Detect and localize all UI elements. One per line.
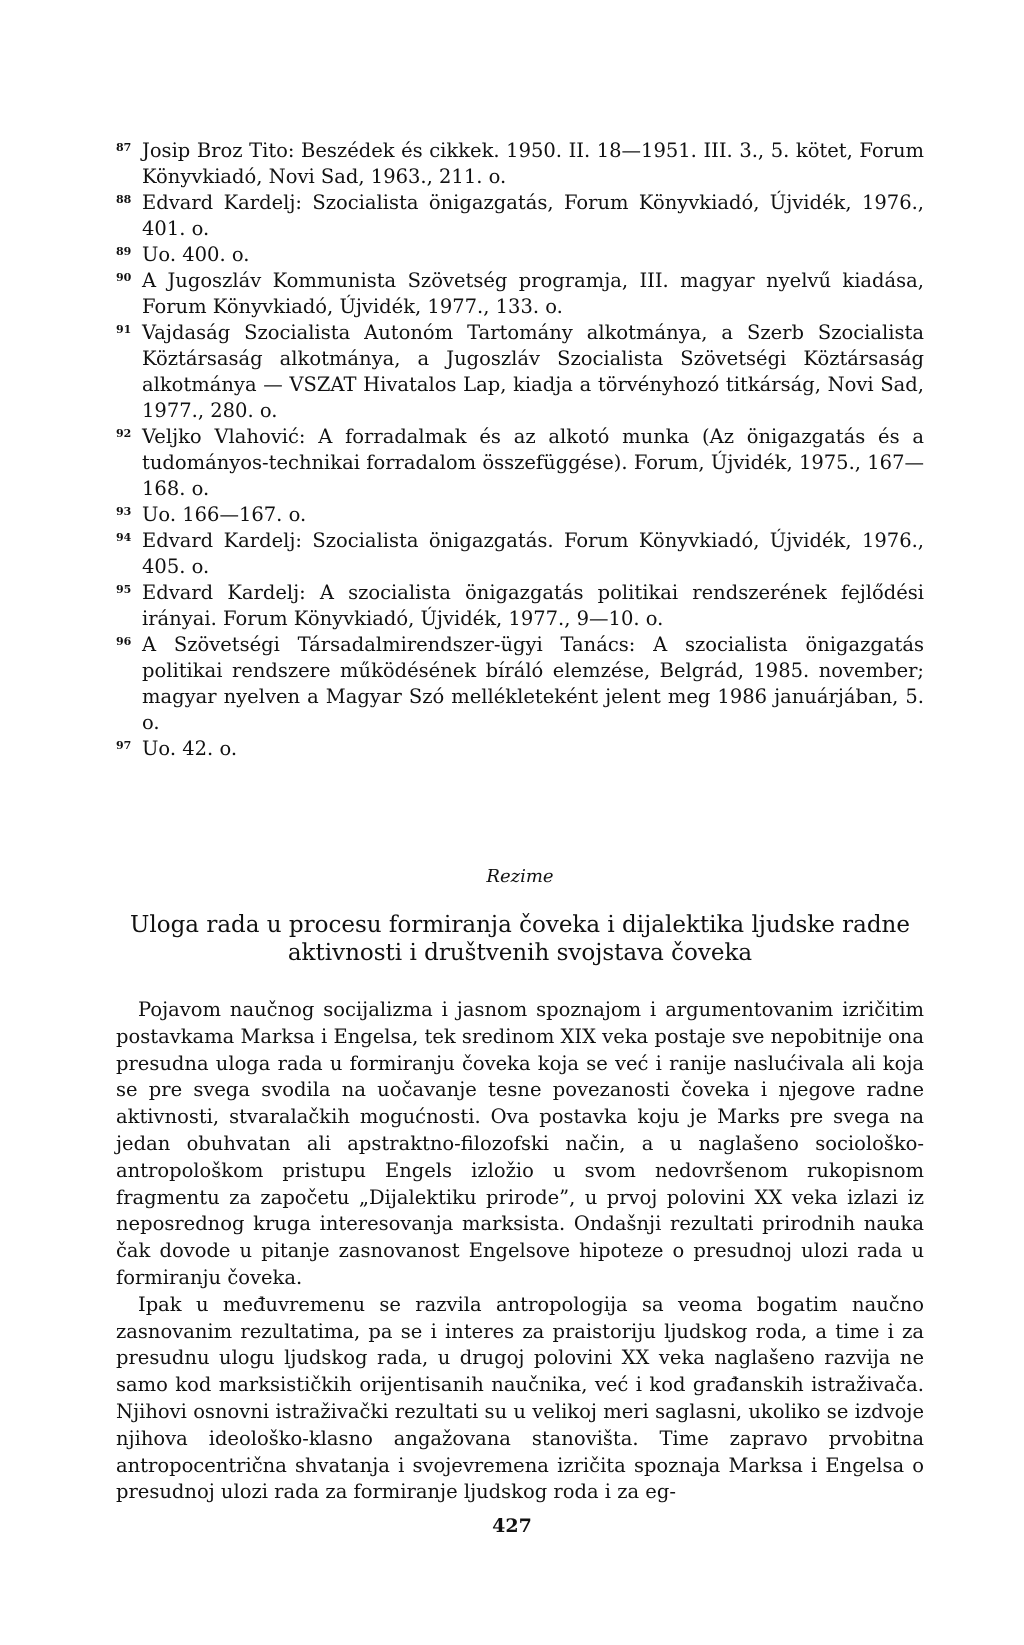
footnote-text: Veljko Vlahović: A forradalmak és az alkotó munka (Az önigazgatás és a tudományos-technikai forradalom összefüggése). Forum, Újvidék, 1975., 167—168. o. xyxy=(142,425,924,500)
body-paragraph: Pojavom naučnog socijalizma i jasnom spoznajom i argumentovanim izričitim postavkama Marksa i Engelsa, tek sredinom XIX veka postaje sve nepobitnije ona presudna uloga rada u formiranju čoveka koja se već i ranije naslućivala ali koja se pre svega svodila na uočavanje tesne povezanosti čoveka i njegove radne aktivnosti, stvaralačkih mogućnosti. Ova postavka koju je Marks pre svega na jedan obuhvatan ali apstraktno-filozofski način, a u naglašeno sociološko-antropološkom pristupu Engels izložio u svom nedovršenom rukopisnom fragmentu za započetu „Dijalektiku prirode”, u prvoj polovini XX veka izlazi iz neposrednog kruga interesovanja marksista. Ondašnji rezultati prirodnih nauka čak dovode u pitanje zasnovanost Engelsove hipoteze o presudnoj ulozi rada u formiranju čoveka. xyxy=(116,998,924,1289)
footnote-text: Josip Broz Tito: Beszédek és cikkek. 1950. II. 18—1951. III. 3., 5. kötet, Forum Könyvkiadó, Novi Sad, 1963., 211. o. xyxy=(142,139,924,188)
footnote-text: Uo. 400. o. xyxy=(142,243,250,266)
footnote-text: Edvard Kardelj: A szocialista önigazgatás politikai rendszerének fejlődési irányai. Forum Könyvkiadó, Újvidék, 1977., 9—10. o. xyxy=(142,581,924,630)
footnote xyxy=(116,190,924,242)
footnote-text: Vajdaság Szocialista Autonóm Tartomány alkotmánya, a Szerb Szocialista Köztársaság alkotmánya, a Jugoszláv Szocialista Szövetségi Köztársaság alkotmánya — VSZAT Hivatalos Lap, kiadja a törvényhozó titkárság, Novi Sad, 1977., 280. o. xyxy=(142,321,924,422)
footnote-number: 88 xyxy=(116,193,132,206)
body-paragraph: Ipak u međuvremenu se razvila antropologija sa veoma bogatim naučno zasnovanim rezultatima, pa se i interes za praistoriju ljudskog roda, a time i za presudnu ulogu ljudskog rada, u drugoj polovini XX veka naglašeno razvija ne samo kod marksističkih orijentisanih naučnika, već i kod građanskih istraživača. Njihovi osnovni istraživački rezultati su u velikoj meri saglasni, ukoliko se izdvoje njihova ideološko-klasno angažovana stanovišta. Time zapravo prvobitna antropocentrična shvatanja i svojevremena izričita spoznaja Marksa i Engelsa o presudnoj ulozi rada za formiranje ljudskog roda i za eg- xyxy=(116,1292,924,1504)
footnote-text: Edvard Kardelj: Szocialista önigazgatás, Forum Könyvkiadó, Újvidék, 1976., 401. o. xyxy=(142,191,924,240)
footnote-number: 92 xyxy=(116,427,132,440)
footnote-number: 91 xyxy=(116,323,132,336)
footnote-text: Uo. 42. o. xyxy=(142,737,238,760)
footnote xyxy=(116,320,924,424)
footnote-number: 94 xyxy=(116,531,132,544)
section-title: Uloga rada u procesu formiranja čoveka i dijalektika ljudske radne aktivnosti i društvenih svojstava čoveka xyxy=(130,912,910,966)
footnote xyxy=(116,242,924,268)
footnote xyxy=(116,502,924,528)
footnote-text: A Szövetségi Társadalmirendszer-ügyi Tanács: A szocialista önigazgatás politikai rendszere működésének bíráló elemzése, Belgrád, 1985. november; magyar nyelven a Magyar Szó mellékleteként jelent meg 1986 januárjában, 5. o. xyxy=(142,633,924,734)
footnote-number: 87 xyxy=(116,141,132,154)
footnote-number: 95 xyxy=(116,583,132,596)
footnote-number: 93 xyxy=(116,505,132,518)
footnote xyxy=(116,736,924,762)
footnote xyxy=(116,268,924,320)
footnote xyxy=(116,632,924,736)
footnote-number: 97 xyxy=(116,739,132,752)
footnote-number: 90 xyxy=(116,271,132,284)
footnote xyxy=(116,424,924,502)
footnote-text: Edvard Kardelj: Szocialista önigazgatás. Forum Könyvkiadó, Újvidék, 1976., 405. o. xyxy=(142,529,924,578)
footnote-text: Uo. 166—167. o. xyxy=(142,503,307,526)
footnote-number: 96 xyxy=(116,635,132,648)
footnote xyxy=(116,580,924,632)
footnotes-list xyxy=(116,138,924,762)
section-label: Rezime xyxy=(486,866,554,887)
footnote-number: 89 xyxy=(116,245,132,258)
footnote xyxy=(116,528,924,580)
footnote-text: A Jugoszláv Kommunista Szövetség programja, III. magyar nyelvű kiadása, Forum Könyvkiadó, Újvidék, 1977., 133. o. xyxy=(142,269,924,318)
page-content xyxy=(116,138,924,1506)
footnote xyxy=(116,138,924,190)
page-number: 427 xyxy=(492,1515,532,1537)
